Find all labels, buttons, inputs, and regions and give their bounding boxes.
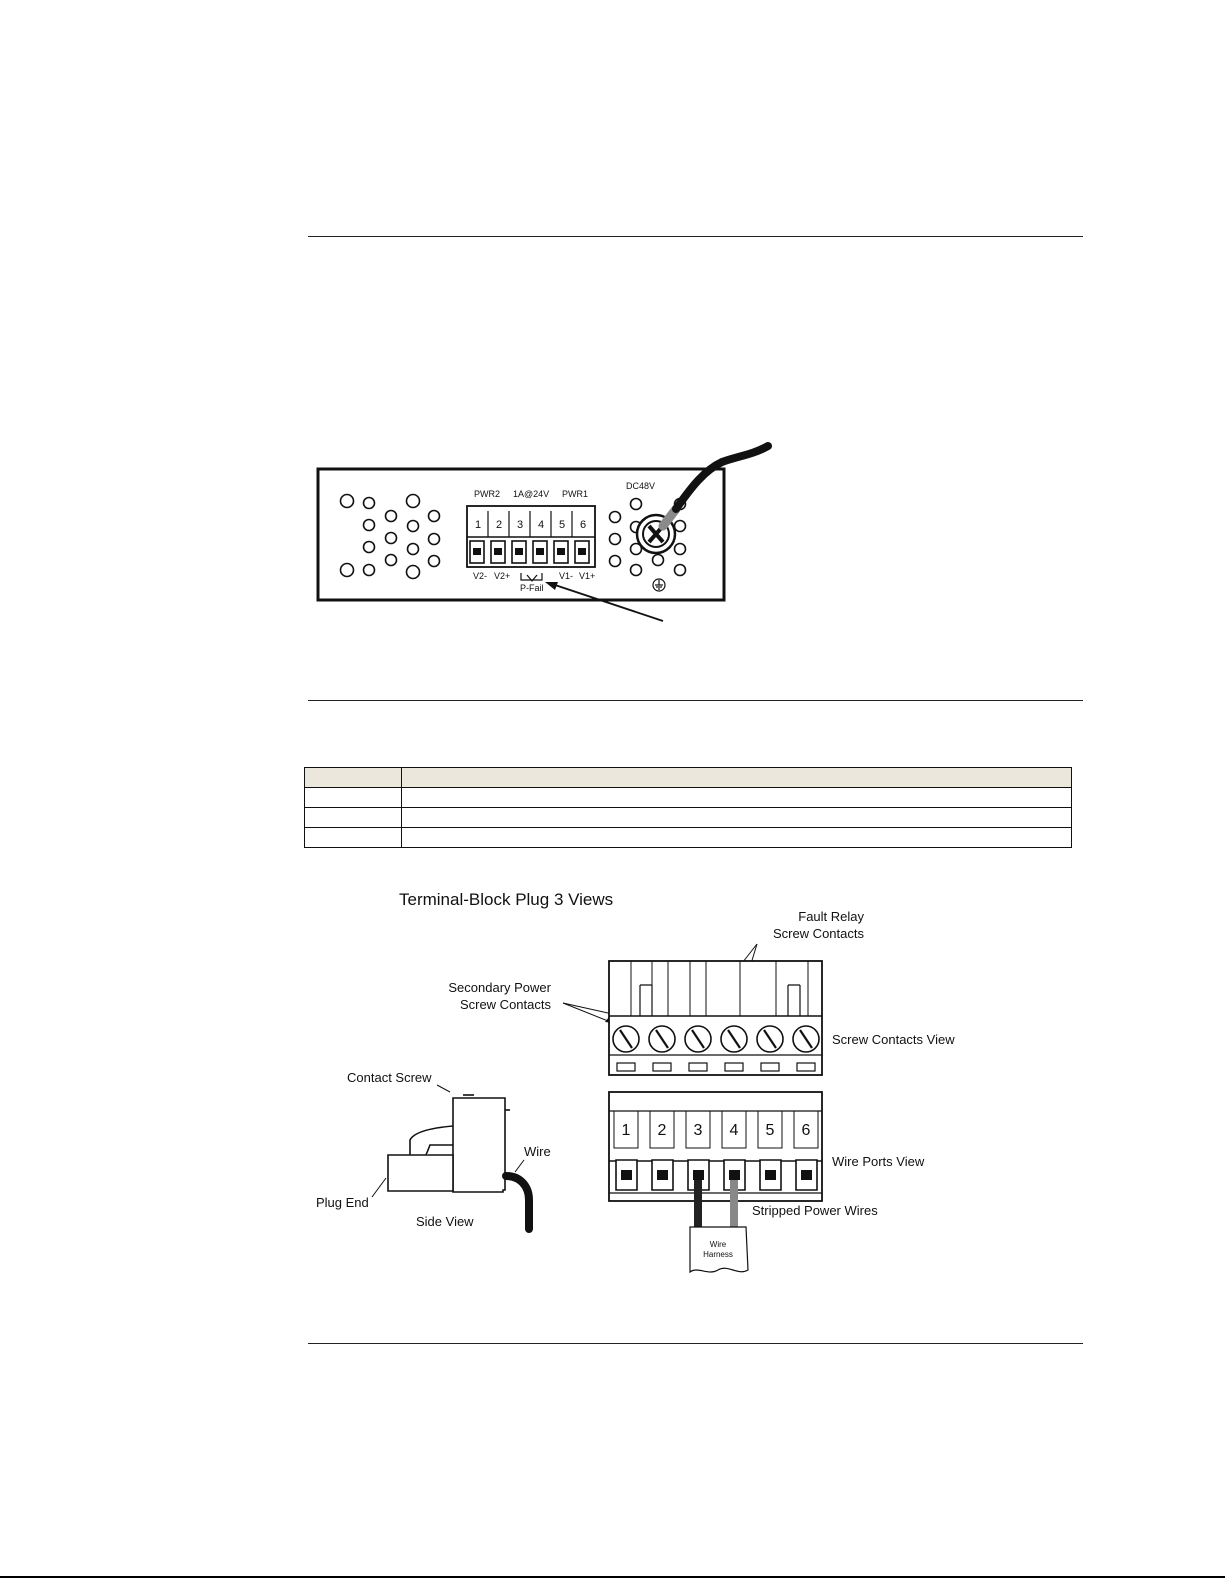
label-pwr1: PWR1 [562, 489, 589, 499]
label-v2-plus: V2+ [494, 571, 511, 581]
panel-port-1: 1 [474, 519, 482, 531]
label-v2-minus: V2- [473, 571, 488, 581]
panel-port-6: 6 [579, 519, 587, 531]
label-v1-minus: V1- [559, 571, 574, 581]
side-view-wire [506, 1176, 529, 1229]
harness-label-line1: Wire [709, 1240, 727, 1249]
fault-relay-label-line1: Fault Relay [798, 909, 864, 924]
plug-diagram-title: Terminal-Block Plug 3 Views [399, 890, 614, 909]
stripped-power-wires-label: Stripped Power Wires [752, 1203, 878, 1218]
plug-port-6: 6 [801, 1122, 811, 1139]
label-v1-plus: V1+ [579, 571, 596, 581]
wire-label: Wire [524, 1144, 551, 1159]
secondary-power-label-line2: Screw Contacts [459, 997, 551, 1012]
wire-ports-view-label: Wire Ports View [832, 1154, 925, 1169]
label-rating: 1A@24V [513, 489, 550, 499]
plug-end-label: Plug End [316, 1195, 369, 1210]
panel-port-3: 3 [516, 519, 524, 531]
contact-screw-label: Contact Screw [347, 1070, 432, 1085]
screw-contacts-view [609, 961, 822, 1075]
fault-relay-label-line2: Screw Contacts [772, 926, 864, 941]
panel-port-5: 5 [558, 519, 566, 531]
screw-contacts-view-label: Screw Contacts View [832, 1032, 955, 1047]
panel-port-4: 4 [537, 519, 545, 531]
label-dc48v: DC48V [626, 481, 656, 491]
wire-ports-view [609, 1092, 822, 1201]
side-view-label: Side View [416, 1214, 474, 1229]
side-view-plug [388, 1095, 510, 1192]
harness-label-line2: Harness [703, 1250, 733, 1259]
panel-port-2: 2 [495, 519, 503, 531]
label-pwr2: PWR2 [474, 489, 501, 499]
secondary-power-label-line1: Secondary Power [448, 980, 551, 995]
plug-port-1: 1 [621, 1122, 631, 1139]
label-pfail: P-Fail [520, 583, 544, 593]
plug-port-3: 3 [693, 1122, 703, 1139]
plug-port-4: 4 [729, 1122, 739, 1139]
plug-port-2: 2 [657, 1122, 667, 1139]
plug-port-5: 5 [765, 1122, 775, 1139]
